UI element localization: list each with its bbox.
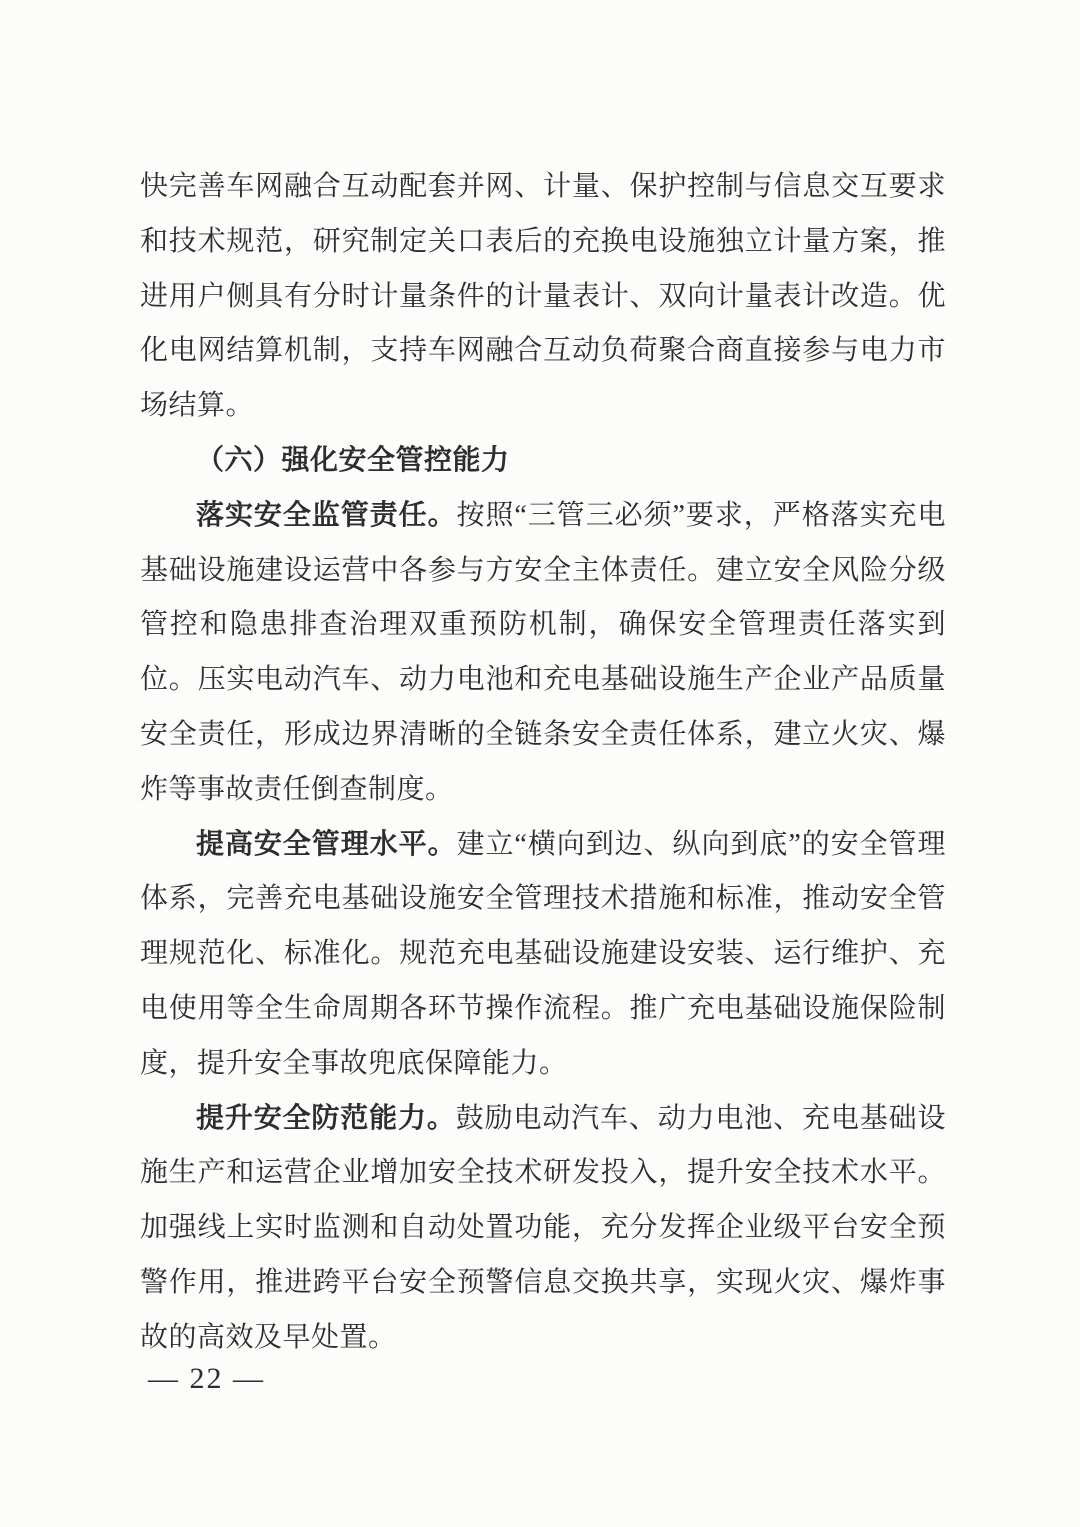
page-number: — 22 — — [148, 1362, 265, 1395]
paragraph: 提升安全防范能力。鼓励电动汽车、动力电池、充电基础设施生产和运营企业增加安全技术研发投入，提升安全技术水平。加强线上实时监测和自动处置功能，充分发挥企业级平台安全预警作用，推进跨平台安全预警信息交换共享，实现火灾、爆炸事故的高效及早处置。 — [140, 1102, 946, 1353]
document-body — [140, 160, 946, 1366]
section-heading: （六）强化安全管控能力 — [196, 444, 510, 476]
paragraph-lead: 落实安全监管责任。 — [196, 499, 457, 531]
paragraph: 落实安全监管责任。按照“三管三必须”要求，严格落实充电基础设施建设运营中各参与方安全主体责任。建立安全风险分级管控和隐患排查治理双重预防机制，确保安全管理责任落实到位。压实电动汽车、动力电池和充电基础设施生产企业产品质量安全责任，形成边界清晰的全链条安全责任体系，建立火灾、爆炸等事故责任倒查制度。 — [140, 499, 946, 805]
paragraph-lead: 提升安全防范能力。 — [196, 1102, 456, 1134]
paragraph: 提高安全管理水平。建立“横向到边、纵向到底”的安全管理体系，完善充电基础设施安全管理技术措施和标准，推动安全管理规范化、标准化。规范充电基础设施建设安装、运行维护、充电使用等全生命周期各环节操作流程。推广充电基础设施保险制度，提升安全事故兜底保障能力。 — [140, 828, 946, 1079]
paragraph-lead: 提高安全管理水平。 — [196, 828, 457, 860]
paragraph: 快完善车网融合互动配套并网、计量、保护控制与信息交互要求和技术规范，研究制定关口表后的充换电设施独立计量方案，推进用户侧具有分时计量条件的计量表计、双向计量表计改造。优化电网结算机制，支持车网融合互动负荷聚合商直接参与电力市场结算。 — [140, 171, 946, 422]
